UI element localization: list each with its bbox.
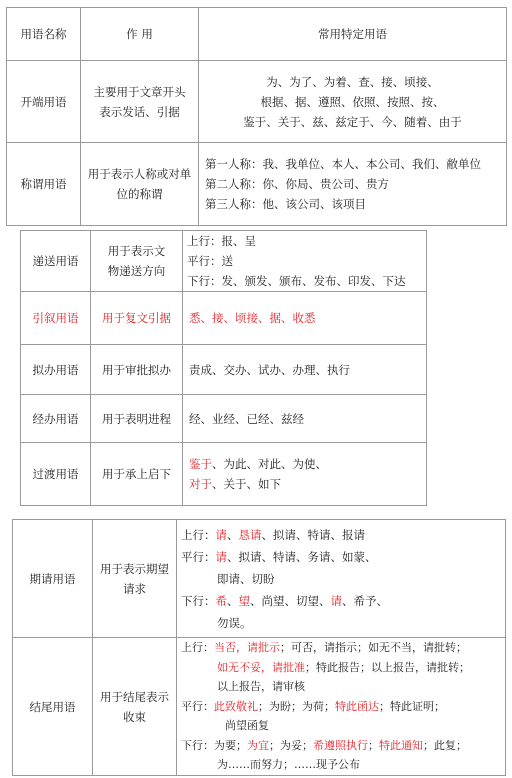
table-header-row: [7, 8, 507, 61]
term-segment: 、拟请、特请、务请、如蒙、: [227, 549, 377, 564]
table-row: [21, 395, 427, 443]
table-row: [13, 520, 506, 638]
term-purpose: 用于复文引据: [91, 292, 183, 345]
term-purpose: [91, 231, 183, 292]
purpose-line: 主要用于文章开头: [93, 84, 186, 99]
term-segment: 、: [227, 527, 239, 542]
term-line: 第一人称：我、我单位、本人、本公司、我们、敝单位: [205, 157, 481, 171]
term-list: [177, 638, 506, 776]
header-term-name: 用语名称: [7, 8, 81, 61]
term-segment: 、拟请、特请、报请: [261, 527, 365, 542]
term-list: 责成、交办、试办、办理、执行: [183, 345, 427, 395]
term-line: [181, 755, 505, 775]
term-segment: 平行：: [181, 699, 214, 713]
term-line: [181, 612, 505, 634]
opening-terms-table: [6, 7, 507, 226]
term-name: 引叙用语: [21, 292, 91, 345]
term-line: 下行：发、颁发、颁布、发布、印发、下达: [187, 274, 406, 288]
term-purpose: 用于表明进程: [91, 395, 183, 443]
purpose-line: 物递送方向: [107, 264, 166, 278]
term-list: [177, 520, 506, 638]
table-row: [13, 638, 506, 776]
term-segment: ；特此证明；: [379, 699, 445, 713]
term-segment: 上行：: [181, 641, 214, 655]
term-segment: ；为盼；为荷；: [258, 699, 335, 713]
term-name: 期请用语: [13, 520, 93, 638]
term-segment: 下行：: [181, 593, 216, 608]
term-segment-highlight: 请: [215, 527, 227, 542]
term-segment: 以上报告，请审核: [217, 680, 305, 694]
term-list: [199, 143, 507, 226]
term-list: [183, 231, 427, 292]
table-row: [21, 292, 427, 345]
term-segment: ；此复；: [423, 738, 467, 752]
term-segment-highlight: 恳请: [238, 527, 262, 542]
term-line: 第三人称：他、该公司、该项目: [205, 197, 366, 211]
term-segment-highlight: 望: [238, 593, 250, 608]
purpose-line: 用于结尾表示: [100, 689, 169, 704]
purpose-line: 收束: [123, 709, 146, 724]
term-list: [199, 61, 507, 143]
term-purpose: 用于审批拟办: [91, 345, 183, 395]
term-purpose: [81, 61, 199, 143]
term-segment-highlight: 如无不妥，请批准: [217, 660, 305, 674]
term-line: [189, 454, 426, 474]
term-name: 递送用语: [21, 231, 91, 292]
term-segment: 尚望函复: [225, 719, 269, 733]
term-name: 称谓用语: [7, 143, 81, 226]
term-line: [181, 716, 505, 736]
term-line: 上行：报、呈: [187, 234, 256, 248]
term-line: [181, 697, 505, 717]
term-line: [181, 590, 505, 612]
purpose-line: 用于表示文: [107, 244, 166, 258]
term-segment-highlight: 为宜: [247, 738, 269, 752]
header-common-terms: 常用特定用语: [199, 8, 507, 61]
purpose-line: 位的称谓: [116, 187, 163, 201]
term-segment-highlight: 对于: [189, 477, 212, 491]
term-segment: ；为妥；: [269, 738, 313, 752]
term-segment: ；: [368, 738, 379, 752]
term-line: [181, 658, 505, 678]
term-segment-highlight: 希遵照执行: [313, 738, 368, 752]
term-segment: 、: [227, 593, 239, 608]
term-name: 结尾用语: [13, 638, 93, 776]
term-name: 过渡用语: [21, 443, 91, 506]
purpose-line: 请求: [123, 581, 146, 596]
term-line: [181, 568, 505, 590]
term-segment-highlight: 请: [330, 593, 342, 608]
term-segment: 平行：: [181, 549, 216, 564]
term-segment: 为……而努力；……现予公布: [217, 758, 360, 772]
term-segment: 、尚望、切望、: [250, 593, 331, 608]
term-segment: 、为此、对此、为使、: [212, 457, 327, 471]
term-name: 开端用语: [7, 61, 81, 143]
header-purpose: 作 用: [81, 8, 199, 61]
term-segment: 下行：为要；: [181, 738, 247, 752]
term-line: 第二人称：你、你局、贵公司、贵方: [205, 177, 389, 191]
term-line: [181, 546, 505, 568]
table-row: [21, 231, 427, 292]
term-purpose: [93, 638, 177, 776]
term-segment: 、希予、: [342, 593, 388, 608]
table-row: [7, 61, 507, 143]
term-list: 经、业经、已经、兹经: [183, 395, 427, 443]
term-list: 悉、接、顷接、据、收悉: [183, 292, 427, 345]
term-segment: 上行：: [181, 527, 216, 542]
term-segment-highlight: 当否，请批示: [214, 641, 280, 655]
term-purpose: [81, 143, 199, 226]
term-segment-highlight: 希: [215, 593, 227, 608]
term-segment-highlight: 此致敬礼: [214, 699, 258, 713]
term-purpose: 用于承上启下: [91, 443, 183, 506]
delivery-terms-table: [20, 230, 427, 506]
purpose-line: 表示发话、引据: [99, 104, 180, 119]
term-line: 根据、据、遵照、依照、按照、按、: [260, 94, 445, 109]
term-segment: ；可否，请指示；如无不当，请批转；: [280, 641, 467, 655]
table-row: [21, 443, 427, 506]
term-segment-highlight: 特此函达: [335, 699, 379, 713]
term-list: [183, 443, 427, 506]
term-segment: 勿误。: [217, 615, 252, 630]
term-line: 为、为了、为着、查、接、顷接、: [266, 74, 439, 89]
purpose-line: 用于表示期望: [100, 561, 169, 576]
term-line: [181, 638, 505, 658]
table-row: [21, 345, 427, 395]
term-purpose: [93, 520, 177, 638]
term-line: [181, 736, 505, 756]
purpose-line: 用于表示人称或对单: [87, 167, 192, 181]
term-segment: ；特此报告；以上报告，请批转；: [305, 660, 470, 674]
term-line: [189, 474, 426, 494]
term-segment-highlight: 特此通知: [379, 738, 423, 752]
term-segment: 即请、切盼: [217, 571, 275, 586]
term-line: [181, 524, 505, 546]
term-line: 平行：送: [187, 254, 233, 268]
term-segment-highlight: 鉴于: [189, 457, 212, 471]
term-name: 经办用语: [21, 395, 91, 443]
term-name: 拟办用语: [21, 345, 91, 395]
term-segment-highlight: 请: [215, 549, 227, 564]
table-row: [7, 143, 507, 226]
term-line: 鉴于、关于、兹、兹定于、今、随着、由于: [243, 114, 462, 129]
term-line: [181, 677, 505, 697]
request-closing-terms-table: [12, 519, 506, 776]
term-segment: 、关于、如下: [212, 477, 281, 491]
